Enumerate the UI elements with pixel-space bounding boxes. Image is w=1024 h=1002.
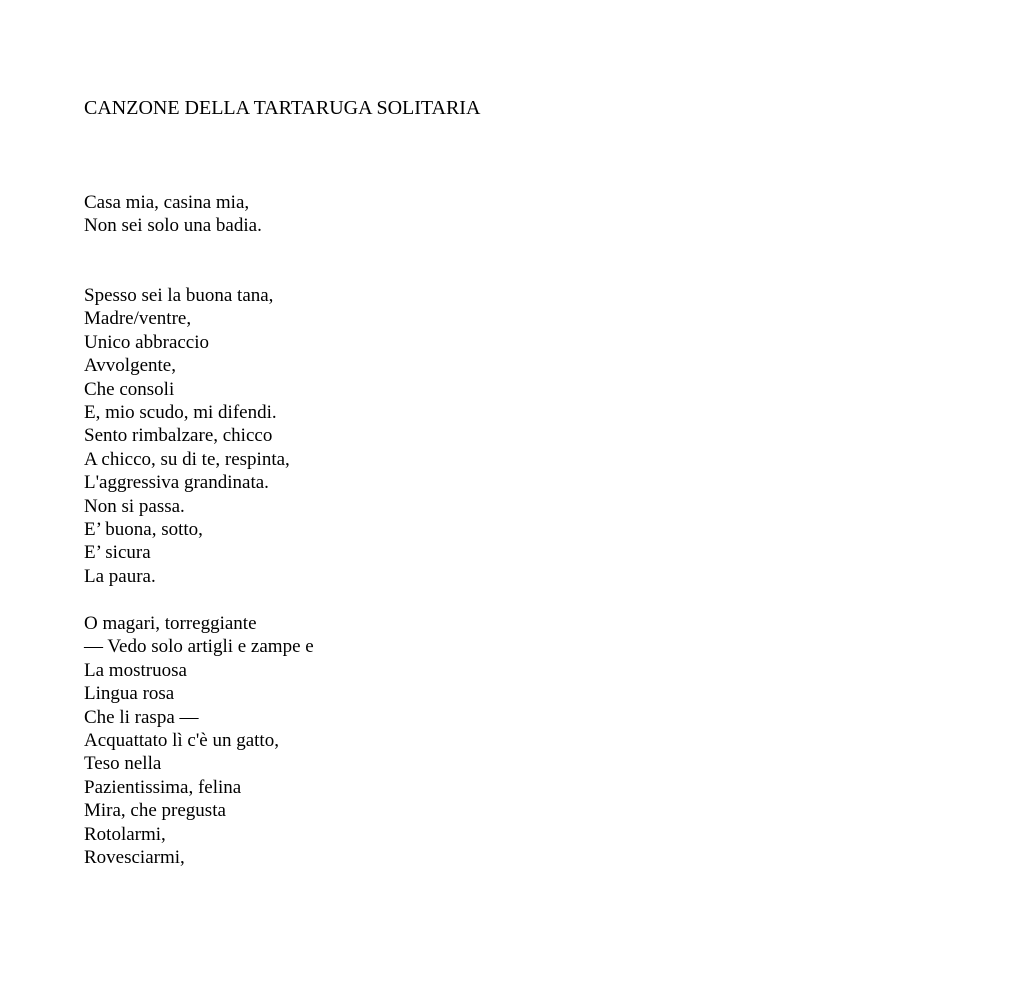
poem-line: Non sei solo una badia.	[84, 215, 262, 237]
poem-line: L'aggressiva grandinata.	[84, 472, 269, 494]
poem-line: Rotolarmi,	[84, 823, 166, 845]
poem-line: La paura.	[84, 565, 156, 587]
poem-line: Pazientissima, felina	[84, 776, 242, 798]
poem-line: Non si passa.	[84, 495, 185, 517]
poem-line: E’ sicura	[84, 542, 151, 564]
poem-line: Spesso sei la buona tana,	[84, 285, 274, 306]
poem-line: Avvolgente,	[84, 355, 176, 377]
poem-line: Rovesciarmi,	[84, 847, 185, 869]
stanza-3	[84, 612, 314, 869]
poem-line: O magari, torreggiante	[84, 613, 257, 634]
poem-line: Lingua rosa	[84, 683, 175, 705]
poem-line: Mira, che pregusta	[84, 800, 226, 822]
poem-line: Unico abbraccio	[84, 331, 210, 353]
poem-line: Madre/ventre,	[84, 308, 192, 330]
poem-line: Teso nella	[84, 753, 162, 775]
poem-line: E’ buona, sotto,	[84, 519, 203, 541]
poem-line: A chicco, su di te, respinta,	[84, 448, 290, 470]
document-page	[84, 95, 984, 869]
poem-line: Che li raspa —	[84, 706, 199, 728]
stanza-1	[84, 191, 262, 238]
poem-title: CANZONE DELLA TARTARUGA SOLITARIA	[84, 97, 481, 119]
poem-line: Casa mia, casina mia,	[84, 192, 250, 213]
poem-line: La mostruosa	[84, 659, 187, 681]
poem-line: Sento rimbalzare, chicco	[84, 425, 273, 447]
poem-line: Acquattato lì c'è un gatto,	[84, 730, 279, 752]
poem-line: — Vedo solo artigli e zampe e	[84, 636, 314, 658]
poem-line: E, mio scudo, mi difendi.	[84, 402, 277, 424]
stanza-2	[84, 284, 290, 588]
poem-line: Che consoli	[84, 378, 175, 400]
